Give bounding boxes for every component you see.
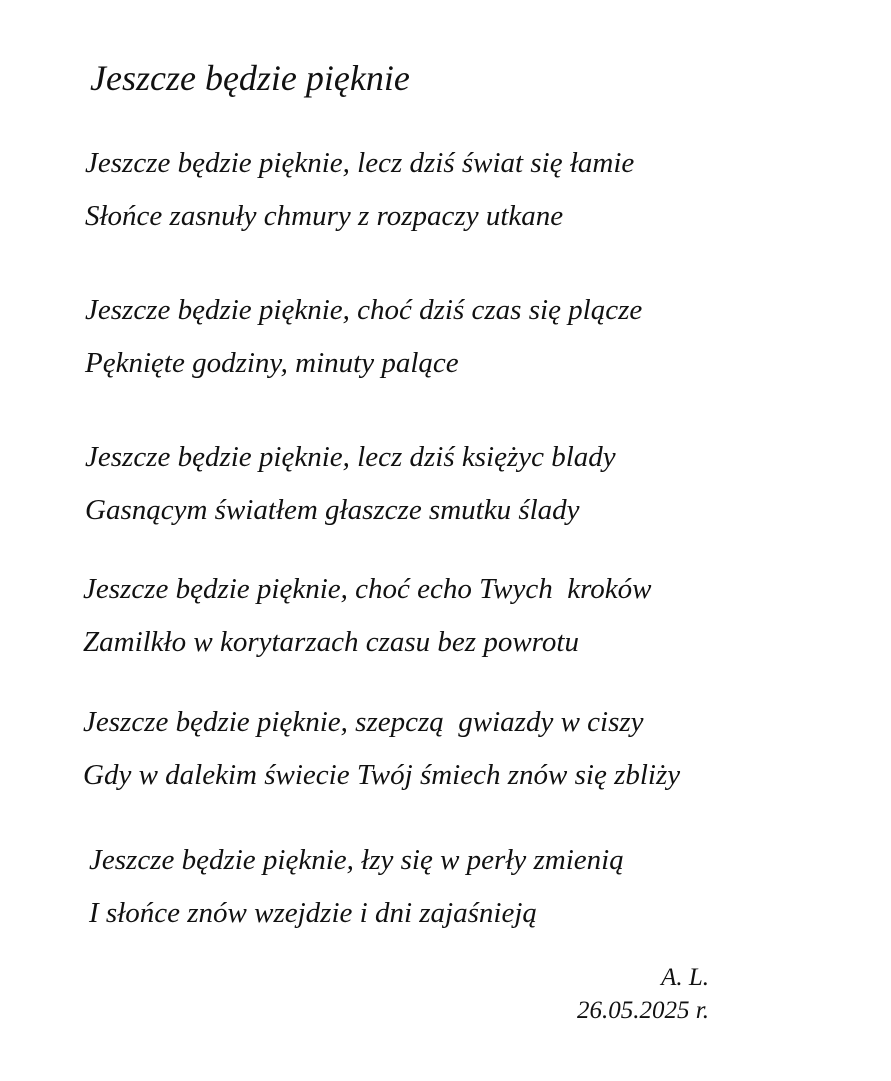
signature-date: 26.05.2025 r. <box>577 997 709 1024</box>
poem-line: Jeszcze będzie pięknie, choć dziś czas się plącze <box>85 294 643 326</box>
poem-line: Jeszcze będzie pięknie, lecz dziś księżyc blady <box>85 441 616 473</box>
poem-line: Jeszcze będzie pięknie, łzy się w perły zmienią <box>89 844 624 876</box>
poem-line: Słońce zasnuły chmury z rozpaczy utkane <box>85 200 564 232</box>
poem-line: Gdy w dalekim świecie Twój śmiech znów się zbliży <box>83 759 681 791</box>
poem-line: Jeszcze będzie pięknie, choć echo Twych kroków <box>83 573 652 605</box>
poem-line: Jeszcze będzie pięknie, lecz dziś świat się łamie <box>85 147 635 179</box>
poem-title: Jeszcze będzie pięknie <box>90 58 410 98</box>
poem-line: Gasnącym światłem głaszcze smutku ślady <box>85 494 580 526</box>
poem-line: Pęknięte godziny, minuty palące <box>85 347 459 379</box>
poem-line: I słońce znów wzejdzie i dni zajaśnieją <box>89 897 537 929</box>
poem-line: Zamilkło w korytarzach czasu bez powrotu <box>83 626 579 658</box>
poem-line: Jeszcze będzie pięknie, szepczą gwiazdy w ciszy <box>83 706 644 738</box>
author-initials: A. L. <box>661 964 709 991</box>
